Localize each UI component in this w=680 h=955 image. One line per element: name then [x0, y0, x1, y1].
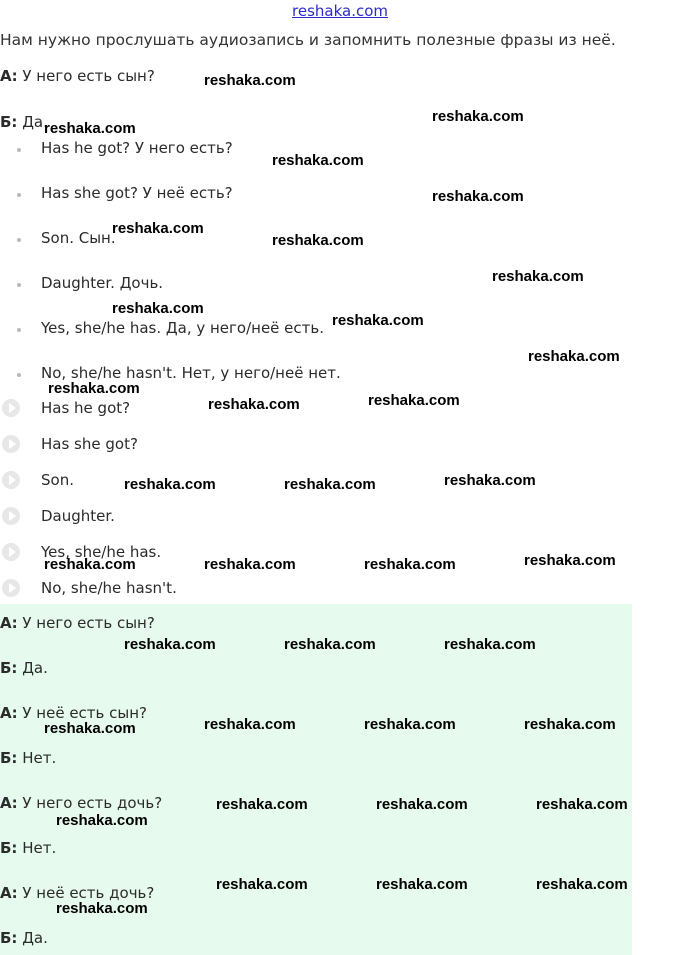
watermark: reshaka.com — [284, 476, 376, 493]
dialog-line — [0, 839, 56, 857]
list-item: Yes, she/he has. Да, у него/неё есть. — [41, 319, 325, 337]
dialog-line — [0, 614, 155, 632]
watermark: reshaka.com — [48, 380, 140, 397]
watermark: reshaka.com — [444, 472, 536, 489]
watermark: reshaka.com — [216, 876, 308, 893]
bullet-dot — [17, 193, 21, 197]
watermark: reshaka.com — [536, 796, 628, 813]
intro-text: Нам нужно прослушать аудиозапись и запомнить полезные фразы из неё. — [0, 31, 616, 49]
list-item: Daughter. Дочь. — [41, 274, 164, 292]
watermark: reshaka.com — [204, 72, 296, 89]
line-text: У неё есть сын? — [17, 704, 147, 722]
watermark: reshaka.com — [432, 108, 524, 125]
speaker-label: Б: — [0, 749, 18, 767]
line-text: У неё есть дочь? — [17, 884, 155, 902]
bullet-dot — [17, 283, 21, 287]
example-line-2 — [0, 113, 48, 131]
watermark: reshaka.com — [368, 392, 460, 409]
watermark: reshaka.com — [124, 476, 216, 493]
dialog-line — [0, 749, 56, 767]
watermark: reshaka.com — [524, 716, 616, 733]
watermark: reshaka.com — [44, 720, 136, 737]
watermark: reshaka.com — [376, 876, 468, 893]
watermark: reshaka.com — [112, 300, 204, 317]
watermark: reshaka.com — [528, 348, 620, 365]
speaker-label: А: — [0, 884, 18, 902]
audio-item-label: Has he got? — [41, 399, 131, 417]
watermark: reshaka.com — [112, 220, 204, 237]
watermark: reshaka.com — [432, 188, 524, 205]
watermark: reshaka.com — [524, 552, 616, 569]
watermark: reshaka.com — [124, 636, 216, 653]
speaker-label: А: — [0, 704, 18, 722]
watermark: reshaka.com — [204, 556, 296, 573]
line-text: Да. — [17, 659, 48, 677]
audio-item-label: No, she/he hasn't. — [41, 579, 177, 597]
speaker-label: Б: — [0, 839, 18, 857]
watermark: reshaka.com — [364, 716, 456, 733]
list-item: Has she got? У неё есть? — [41, 184, 233, 202]
list-item: Has he got? У него есть? — [41, 139, 233, 157]
site-link[interactable]: reshaka.com — [292, 2, 388, 20]
bullet-dot — [17, 328, 21, 332]
audio-item-label: Son. — [41, 471, 74, 489]
audio-item-label: Has she got? — [41, 435, 138, 453]
list-item: No, she/he hasn't. Нет, у него/неё нет. — [41, 364, 341, 382]
play-icon[interactable] — [2, 543, 20, 561]
watermark: reshaka.com — [56, 900, 148, 917]
line-text: Нет. — [17, 839, 57, 857]
speaker-label: Б: — [0, 929, 18, 947]
line-text: У него есть сын? — [17, 67, 155, 85]
dialog-line — [0, 659, 48, 677]
watermark: reshaka.com — [44, 556, 136, 573]
bullet-dot — [17, 373, 21, 377]
example-line-1 — [0, 67, 155, 85]
line-text: Да. — [17, 929, 48, 947]
speaker-label: А: — [0, 614, 18, 632]
watermark: reshaka.com — [536, 876, 628, 893]
play-icon[interactable] — [2, 399, 20, 417]
line-text: У него есть сын? — [17, 614, 155, 632]
watermark: reshaka.com — [208, 396, 300, 413]
watermark: reshaka.com — [44, 120, 136, 137]
dialog-line — [0, 929, 48, 947]
speaker-label: Б: — [0, 659, 18, 677]
watermark: reshaka.com — [56, 812, 148, 829]
watermark: reshaka.com — [204, 716, 296, 733]
watermark: reshaka.com — [272, 152, 364, 169]
watermark: reshaka.com — [216, 796, 308, 813]
line-text: Нет. — [17, 749, 57, 767]
bullet-dot — [17, 148, 21, 152]
watermark: reshaka.com — [272, 232, 364, 249]
bullet-dot — [17, 238, 21, 242]
play-icon[interactable] — [2, 471, 20, 489]
dialog-line — [0, 794, 162, 812]
watermark: reshaka.com — [376, 796, 468, 813]
play-icon[interactable] — [2, 579, 20, 597]
speaker-label: Б: — [0, 113, 18, 131]
play-icon[interactable] — [2, 435, 20, 453]
watermark: reshaka.com — [284, 636, 376, 653]
speaker-label: А: — [0, 67, 18, 85]
watermark: reshaka.com — [364, 556, 456, 573]
audio-item-label: Daughter. — [41, 507, 115, 525]
watermark: reshaka.com — [492, 268, 584, 285]
audio-item-label: Yes, she/he has. — [41, 543, 162, 561]
line-text: У него есть дочь? — [17, 794, 163, 812]
line-text: Да. — [17, 113, 48, 131]
watermark: reshaka.com — [332, 312, 424, 329]
list-item: Son. Сын. — [41, 229, 116, 247]
speaker-label: А: — [0, 794, 18, 812]
play-icon[interactable] — [2, 507, 20, 525]
watermark: reshaka.com — [444, 636, 536, 653]
